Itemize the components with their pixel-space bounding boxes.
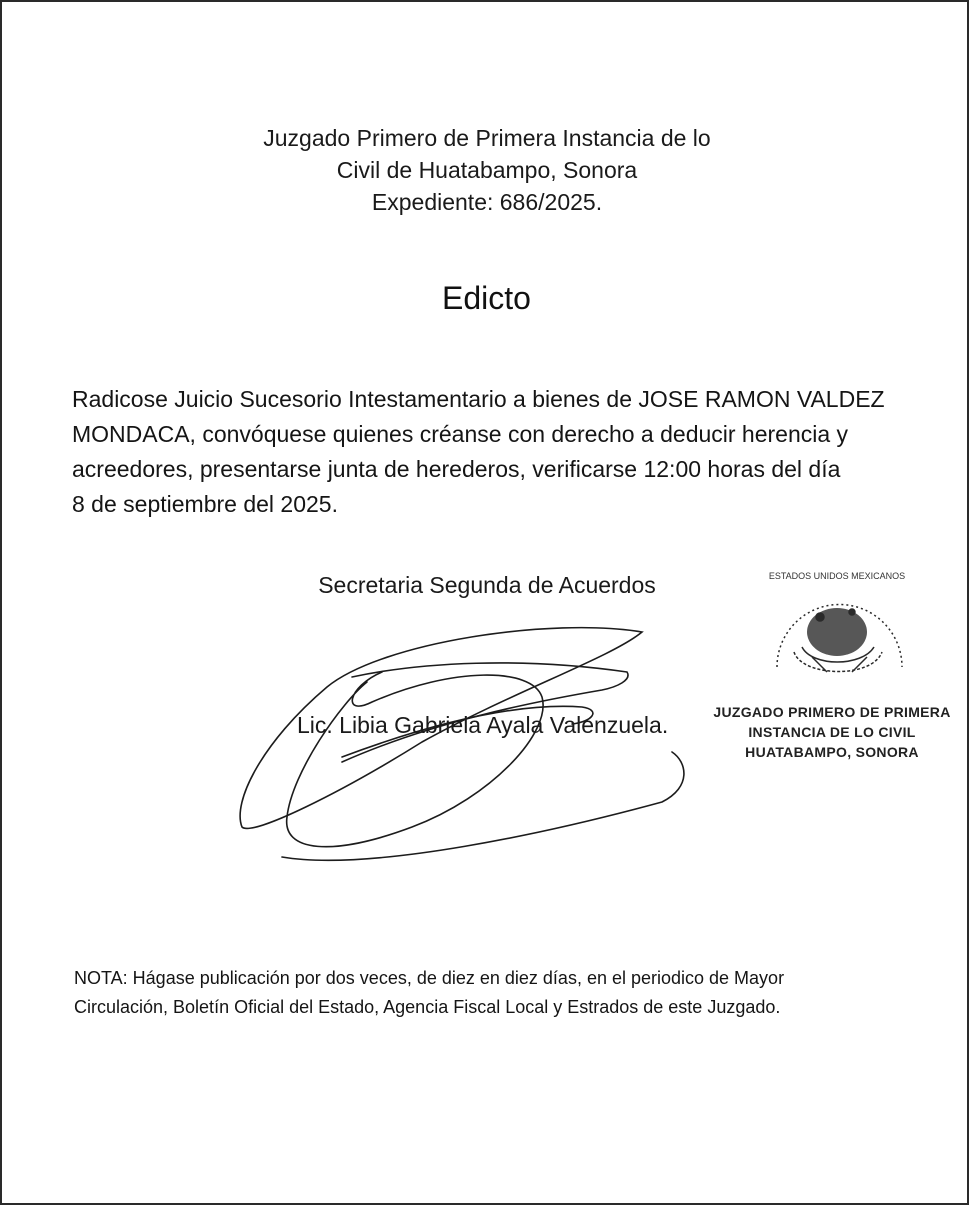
seal-line: HUATABAMPO, SONORA (745, 744, 919, 760)
publication-note (74, 964, 934, 1022)
case-number: Expediente: 686/2025. (371, 189, 603, 215)
court-header (152, 122, 822, 218)
seal-ring-text: ESTADOS UNIDOS MEXICANOS (768, 571, 906, 581)
note-line: Circulación, Boletín Oficial del Estado, Agencia Fiscal Local y Estrados de este Juzgado. (74, 997, 781, 1017)
seal-caption (702, 702, 962, 762)
signer-role: Secretaria Segunda de Acuerdos (318, 572, 656, 598)
body-line: Radicose Juicio Sucesorio Intestamentario a bienes de JOSE RAMON VALDEZ (72, 386, 885, 412)
edict-body (72, 382, 912, 522)
mexican-coat-of-arms-icon (777, 605, 902, 673)
body-line: acreedores, presentarse junta de herederos, verificarse 12:00 horas del día (72, 456, 841, 482)
signer-name: Lic. Libia Gabriela Ayala Valenzuela. (297, 712, 669, 738)
note-line: NOTA: Hágase publicación por dos veces, de diez en diez días, en el periodico de Mayor (74, 968, 785, 988)
seal-line: INSTANCIA DE LO CIVIL (748, 724, 916, 740)
handwritten-signature (222, 612, 702, 892)
document-title: Edicto (442, 280, 531, 316)
court-name-line-2: Civil de Huatabampo, Sonora (336, 157, 638, 183)
court-name-line-1: Juzgado Primero de Primera Instancia de lo (263, 125, 711, 151)
body-line: MONDACA, convóquese quienes créanse con derecho a deducir herencia y (72, 421, 849, 447)
body-line: 8 de septiembre del 2025. (72, 491, 338, 517)
seal-line: JUZGADO PRIMERO DE PRIMERA (713, 704, 951, 720)
